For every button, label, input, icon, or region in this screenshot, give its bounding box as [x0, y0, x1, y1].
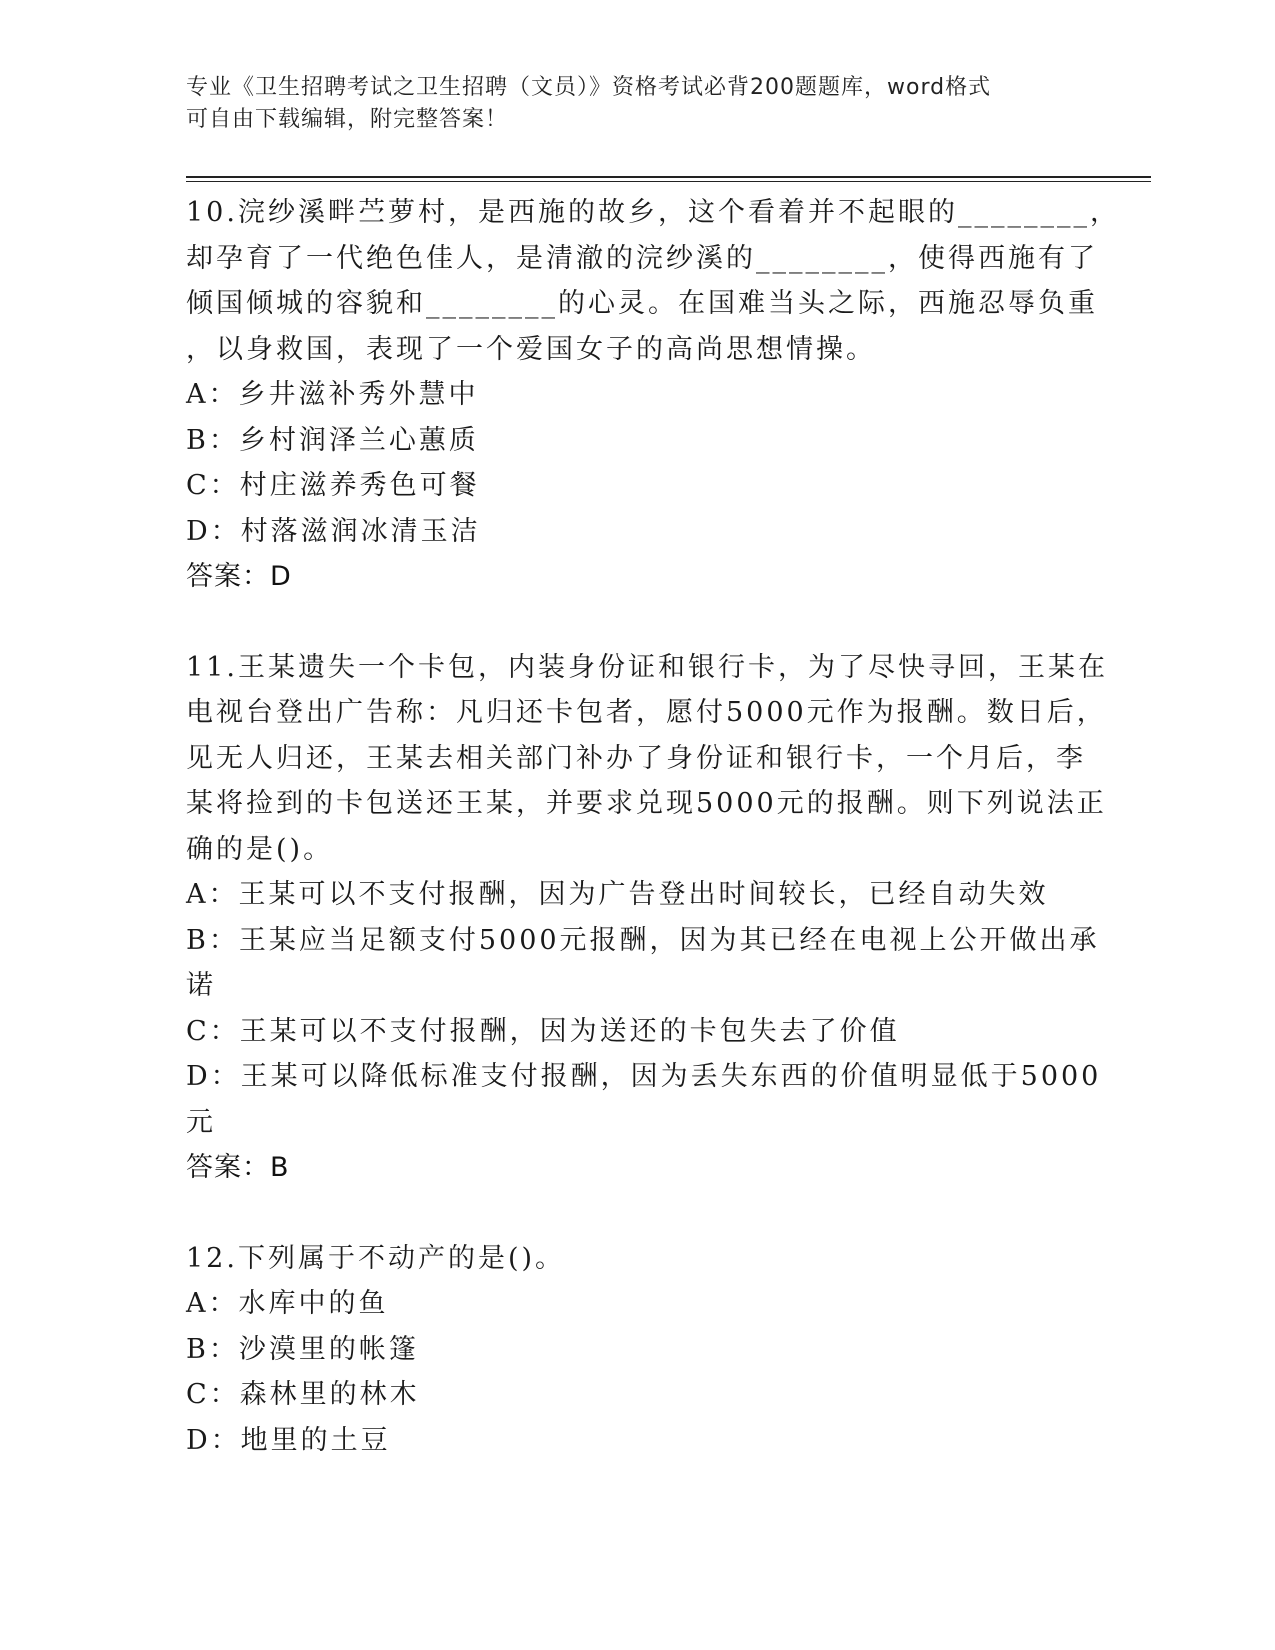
option-b: B：乡村润泽兰心蕙质	[186, 424, 479, 456]
question-text-line: 某将捡到的卡包送还王某，并要求兑现5000元的报酬。则下列说法正	[186, 788, 1107, 819]
question-list	[186, 190, 1120, 1463]
option-a: A：乡井滋补秀外慧中	[186, 379, 479, 410]
option-d: D：王某可以降低标准支付报酬，因为丢失东西的价值明显低于5000	[186, 1061, 1102, 1092]
question-text-line: 却孕育了一代绝色佳人，是清澈的浣纱溪的________，使得西施有了	[186, 242, 1098, 274]
question-text-line: 电视台登出广告称：凡归还卡包者，愿付5000元作为报酬。数日后，	[186, 697, 1107, 728]
spacer	[186, 600, 1086, 645]
question-text-line: ，以身救国，表现了一个爱国女子的高尚思想情操。	[186, 333, 876, 365]
option-b-continuation: 诺	[186, 970, 216, 1001]
question-10	[186, 190, 1120, 600]
option-d: D：地里的土豆	[186, 1424, 391, 1456]
spacer	[186, 1191, 1086, 1236]
question-12	[186, 1236, 1086, 1464]
header-line-2: 可自由下载编辑，附完整答案！	[186, 107, 509, 132]
option-c: C：王某可以不支付报酬，因为送还的卡包失去了价值	[186, 1015, 900, 1047]
question-text-line: 见无人归还，王某去相关部门补办了身份证和银行卡，一个月后，李	[186, 742, 1086, 774]
header-line-1: 专业《卫生招聘考试之卫生招聘（文员）》资格考试必背200题题库，word格式	[186, 75, 992, 100]
question-text-line: 11.王某遗失一个卡包，内装身份证和银行卡，为了尽快寻回，王某在	[186, 651, 1108, 683]
option-b: B：沙漠里的帐篷	[186, 1333, 419, 1365]
answer-label: 答案：D	[186, 561, 292, 592]
answer-label: 答案：B	[186, 1152, 290, 1183]
header-divider	[186, 176, 1151, 182]
option-c: C：村庄滋养秀色可餐	[186, 470, 480, 501]
question-text-line: 12.下列属于不动产的是()。	[186, 1242, 566, 1274]
option-d-continuation: 元	[186, 1106, 216, 1138]
option-b: B：王某应当足额支付5000元报酬，因为其已经在电视上公开做出承	[186, 924, 1100, 956]
question-text-line: 确的是()。	[186, 833, 334, 865]
option-c: C：森林里的林木	[186, 1379, 420, 1410]
option-a: A：王某可以不支付报酬，因为广告登出时间较长，已经自动失效	[186, 879, 1049, 910]
page-header	[186, 72, 1066, 136]
question-11	[186, 645, 1108, 1191]
option-a: A：水库中的鱼	[186, 1288, 389, 1319]
option-d: D：村落滋润冰清玉洁	[186, 515, 481, 547]
question-text-line: 倾国倾城的容貌和________的心灵。在国难当头之际，西施忍辱负重	[186, 288, 1098, 319]
question-text-line: 10.浣纱溪畔苎萝村，是西施的故乡，这个看着并不起眼的________，	[186, 197, 1120, 228]
